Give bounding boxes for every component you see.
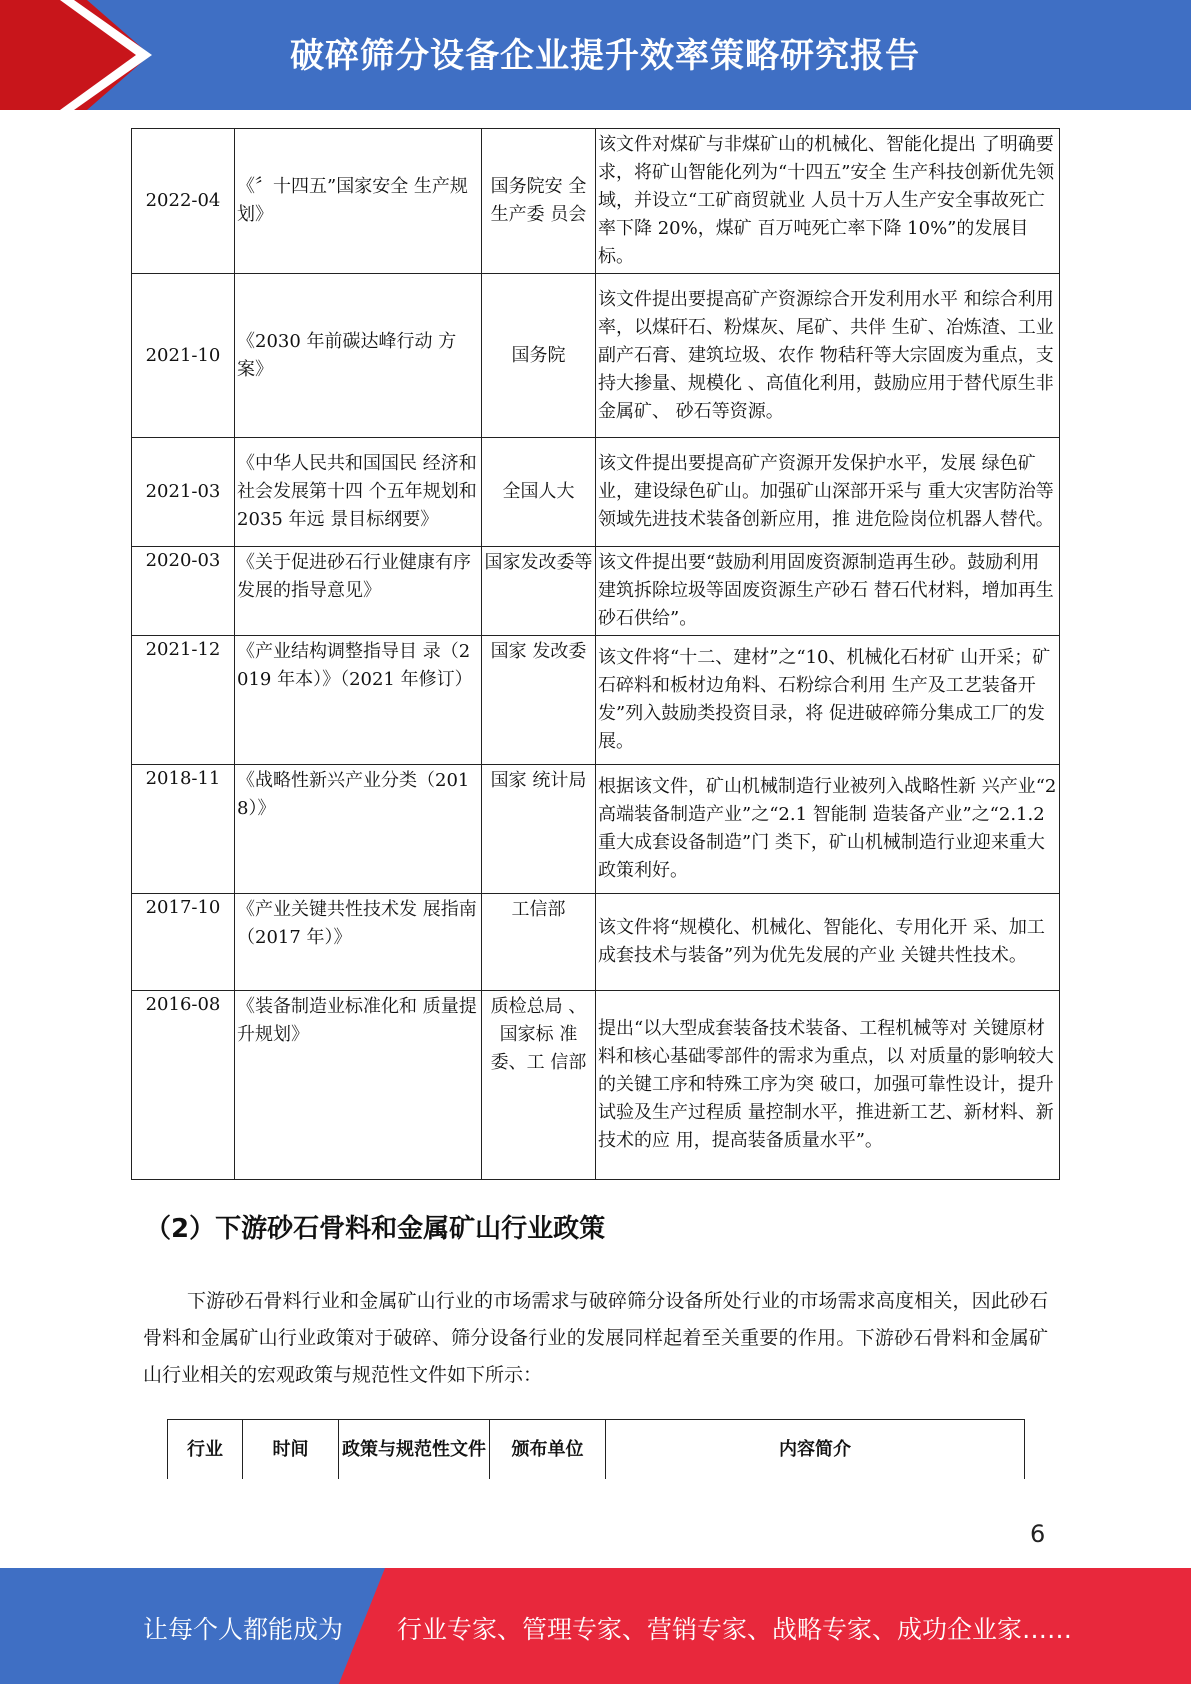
policy-name: 《产业结构调整指导目 录（2019 年本）》（2021 年修订） [235, 636, 482, 765]
table-row [132, 547, 1060, 636]
policy-date: 2021-10 [132, 274, 235, 438]
table-header-row [168, 1420, 1025, 1480]
policy-date: 2016-08 [132, 991, 235, 1180]
policy-date: 2017-10 [132, 894, 235, 991]
policy-description: 该文件提出要提高矿产资源综合开发利用水平 和综合利用率，以煤矸石、粉煤灰、尾矿、共伴 生矿、冶炼渣、工业副产石膏、建筑垃圾、农作 物秸秆等大宗固废为重点，支持大掺量、规模化 、高值化利用，鼓励应用于替代原生非金属矿、 砂石等资源。 [596, 274, 1060, 438]
downstream-policy-table-header [167, 1419, 1025, 1479]
policy-description: 该文件将“十二、建材”之“10、机械化石材矿 山开采；矿石碎料和板材边角料、石粉综合利用 生产及工艺装备开发”列入鼓励类投资目录，将 促进破碎筛分集成工厂的发展。 [596, 636, 1060, 765]
policy-description: 根据该文件，矿山机械制造行业被列入战略性新 兴产业“2 高端装备制造产业”之“2.1 智能制 造装备产业”之“2.1.2 重大成套设备制造”门 类下，矿山机械制造行业迎来重大政策利好。 [596, 765, 1060, 894]
header-red-arrow [0, 0, 150, 110]
page-header [0, 0, 1191, 110]
policy-description: 该文件提出要提高矿产资源开发保护水平，发展 绿色矿业，建设绿色矿山。加强矿山深部开采与 重大灾害防治等领域先进技术装备创新应用，推 进危险岗位机器人替代。 [596, 438, 1060, 547]
table-row [132, 636, 1060, 765]
footer-slogan-right: 行业专家、管理专家、营销专家、战略专家、成功企业家…… [397, 1615, 1073, 1644]
report-title: 破碎筛分设备企业提升效率策略研究报告 [290, 36, 920, 76]
column-header-time: 时间 [243, 1420, 339, 1480]
column-header-industry: 行业 [168, 1420, 243, 1480]
table-row [132, 991, 1060, 1180]
policy-description: 该文件将“规模化、机械化、智能化、专用化开 采、加工成套技术与装备”列为优先发展的产业 关键共性技术。 [596, 894, 1060, 991]
policy-name: 《〞十四五”国家安全 生产规划》 [235, 129, 482, 274]
policy-issuer: 质检总局 、国家标 准委、工 信部 [482, 991, 596, 1180]
policy-name: 《产业关键共性技术发 展指南（2017 年）》 [235, 894, 482, 991]
policy-issuer: 全国人大 [482, 438, 596, 547]
policy-issuer: 国务院 [482, 274, 596, 438]
policy-name: 《关于促进砂石行业健康有序发展的指导意见》 [235, 547, 482, 636]
policy-date: 2018-11 [132, 765, 235, 894]
policy-issuer: 国务院安 全生产委 员会 [482, 129, 596, 274]
policy-name: 《装备制造业标准化和 质量提升规划》 [235, 991, 482, 1180]
table-row [132, 438, 1060, 547]
policy-issuer: 国家发改委等 [482, 547, 596, 636]
section-paragraph: 下游砂石骨料行业和金属矿山行业的市场需求与破碎筛分设备所处行业的市场需求高度相关，因此砂石骨料和金属矿山行业政策对于破碎、筛分设备行业的发展同样起着至关重要的作用。下游砂石骨料和金属矿山行业相关的宏观政策与规范性文件如下所示： [143, 1290, 1048, 1386]
column-header-summary: 内容简介 [779, 1438, 851, 1460]
policy-date: 2022-04 [132, 129, 235, 274]
policy-date: 2020-03 [132, 547, 235, 636]
section-heading: （2）下游砂石骨料和金属矿山行业政策 [145, 1214, 606, 1244]
page-number: 6 [1030, 1520, 1046, 1548]
policy-name: 《2030 年前碳达峰行动 方案》 [235, 274, 482, 438]
policy-issuer: 工信部 [482, 894, 596, 991]
policy-date: 2021-03 [132, 438, 235, 547]
table-row [132, 129, 1060, 274]
policy-description: 提出“以大型成套装备技术装备、工程机械等对 关键原材料和核心基础零部件的需求为重点，以 对质量的影响较大的关键工序和特殊工序为突 破口，加强可靠性设计，提升试验及生产过程质 量控制水平，推进新工艺、新材料、新技术的应 用，提高装备质量水平”。 [596, 991, 1060, 1180]
table-row [132, 274, 1060, 438]
policy-name: 《中华人民共和国国民 经济和社会发展第十四 个五年规划和 2035 年远 景目标纲要》 [235, 438, 482, 547]
policy-name: 《战略性新兴产业分类（2018）》 [235, 765, 482, 894]
policy-table [131, 128, 1060, 1180]
policy-description: 该文件提出要“鼓励利用固废资源制造再生砂。鼓励利用建筑拆除垃圾等固废资源生产砂石 替石代材料，增加再生砂石供给”。 [596, 547, 1060, 636]
policy-issuer: 国家 发改委 [482, 636, 596, 765]
column-header-issuer: 颁布单位 [490, 1420, 606, 1480]
column-header-policy: 政策与规范性文件 [339, 1420, 490, 1480]
table-row [132, 894, 1060, 991]
table-row [132, 765, 1060, 894]
page-footer [0, 1568, 1191, 1684]
policy-date: 2021-12 [132, 636, 235, 765]
policy-issuer: 国家 统计局 [482, 765, 596, 894]
footer-slogan-left: 让每个人都能成为 [143, 1615, 344, 1644]
policy-description: 该文件对煤矿与非煤矿山的机械化、智能化提出 了明确要求，将矿山智能化列为“十四五”安全 生产科技创新优先领域，并设立“工矿商贸就业 人员十万人生产安全事故死亡率下降 20%，煤矿 百万吨死亡率下降 10%”的发展目标。 [596, 129, 1060, 274]
